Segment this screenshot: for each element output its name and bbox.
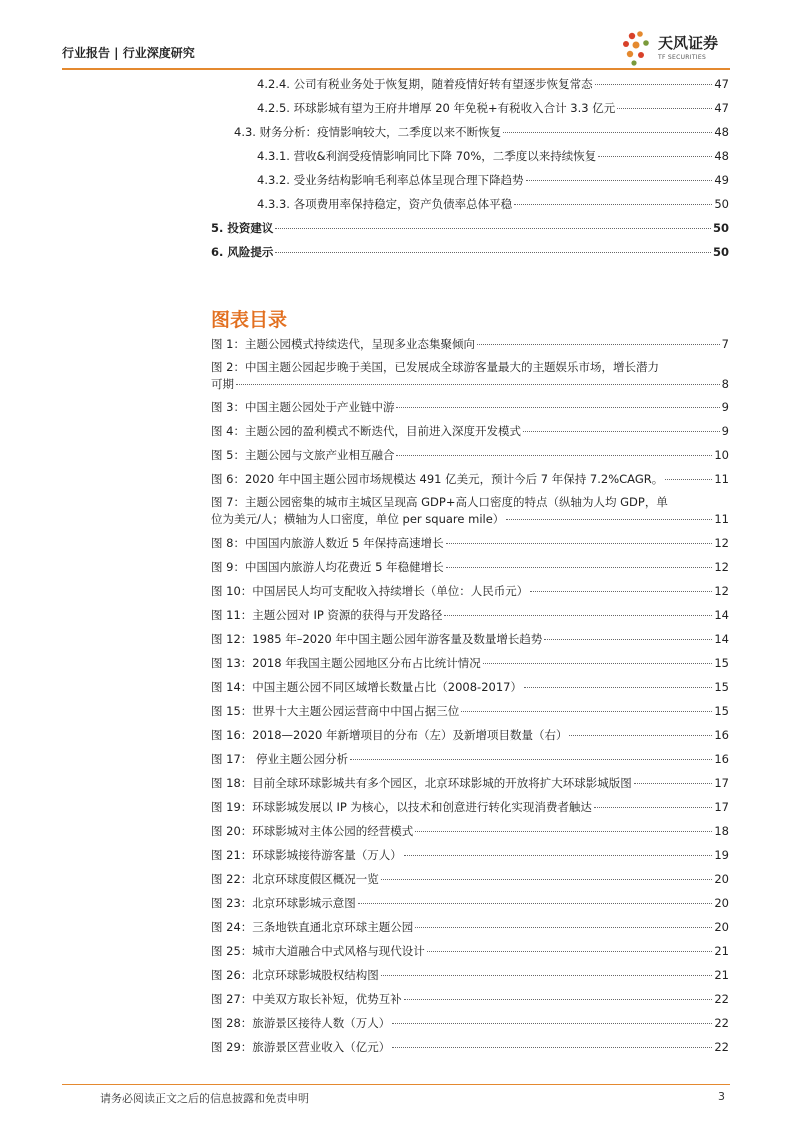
figure-entry[interactable]: 图 28：旅游景区接待人数（万人） 22 — [211, 1016, 729, 1030]
figure-entry[interactable]: 图 23：北京环球影城示意图 20 — [211, 896, 729, 910]
toc-entry[interactable]: 5. 投资建议 50 — [211, 221, 729, 235]
toc-entry[interactable]: 4.2.5. 环球影城有望为王府井增厚 20 年免税+有税收入合计 3.3 亿元 47 — [257, 101, 729, 115]
figure-entry[interactable]: 图 14：中国主题公园不同区域增长数量占比（2008-2017） 15 — [211, 680, 729, 694]
figure-entry[interactable]: 图 4：主题公园的盈利模式不断迭代，目前进入深度开发模式 9 — [211, 424, 729, 438]
toc-entry[interactable]: 4.3. 财务分析：疫情影响较大，二季度以来不断恢复 48 — [234, 125, 729, 139]
report-category: 行业报告 | 行业深度研究 — [62, 46, 195, 60]
figure-entry[interactable]: 图 10：中国居民人均可支配收入持续增长（单位：人民币元） 12 — [211, 584, 729, 598]
figures-list-title: 图表目录 — [211, 309, 288, 331]
figure-entry[interactable]: 图 20：环球影城对主体公园的经营模式 18 — [211, 824, 729, 838]
figure-entry[interactable]: 图 15：世界十大主题公园运营商中中国占据三位 15 — [211, 704, 729, 718]
figure-entry[interactable]: 图 13：2018 年我国主题公园地区分布占比统计情况 15 — [211, 656, 729, 670]
figure-entry[interactable]: 图 6：2020 年中国主题公园市场规模达 491 亿美元，预计今后 7 年保持 7.2%CAGR。 11 — [211, 472, 729, 486]
toc-entry[interactable]: 6. 风险提示 50 — [211, 245, 729, 259]
footer-disclaimer: 请务必阅读正文之后的信息披露和免责申明 — [100, 1092, 309, 1105]
figure-entry[interactable]: 图 19：环球影城发展以 IP 为核心，以技术和创意进行转化实现消费者触达 17 — [211, 800, 729, 814]
figure-entry[interactable]: 图 27：中美双方取长补短，优势互补 22 — [211, 992, 729, 1006]
toc-entry[interactable]: 4.3.3. 各项费用率保持稳定，资产负债率总体平稳 50 — [257, 197, 729, 211]
footer-divider — [62, 1084, 730, 1085]
figure-entry[interactable]: 图 9：中国国内旅游人均花费近 5 年稳健增长 12 — [211, 560, 729, 574]
figure-entry[interactable]: 图 1：主题公园模式持续迭代，呈现多业态集聚倾向 7 — [211, 337, 729, 351]
figure-entry[interactable]: 图 11：主题公园对 IP 资源的获得与开发路径 14 — [211, 608, 729, 622]
figure-entry[interactable]: 图 8：中国国内旅游人数近 5 年保持高速增长 12 — [211, 536, 729, 550]
logo-subtitle: TF SECURITIES — [658, 54, 707, 61]
figure-entry[interactable]: 图 3：中国主题公园处于产业链中游 9 — [211, 400, 729, 414]
toc-entry[interactable]: 4.3.1. 营收&利润受疫情影响同比下降 70%，二季度以来持续恢复 48 — [257, 149, 729, 163]
toc-entry[interactable]: 4.2.4. 公司有税业务处于恢复期，随着疫情好转有望逐步恢复常态 47 — [257, 77, 729, 91]
figure-entry[interactable]: 图 12：1985 年–2020 年中国主题公园年游客量及数量增长趋势 14 — [211, 632, 729, 646]
figure-entry[interactable]: 图 24：三条地铁直通北京环球主题公园 20 — [211, 920, 729, 934]
figure-entry[interactable]: 图 22：北京环球度假区概况一览 20 — [211, 872, 729, 886]
figure-entry[interactable]: 图 16：2018—2020 年新增项目的分布（左）及新增项目数量（右） 16 — [211, 728, 729, 742]
figure-entry[interactable]: 图 7：主题公园密集的城市主城区呈现高 GDP+高人口密度的特点（纵轴为人均 GDP，单 位为美元/人；横轴为人口密度，单位 per square mile） 11 — [211, 495, 729, 526]
figure-entry[interactable]: 图 17： 停业主题公园分析 16 — [211, 752, 729, 766]
page-number: 3 — [718, 1090, 725, 1103]
logo-wordmark: 天风证券 — [658, 34, 719, 52]
figure-entry[interactable]: 图 29：旅游景区营业收入（亿元） 22 — [211, 1040, 729, 1054]
figure-entry[interactable]: 图 18：目前全球环球影城共有多个园区，北京环球影城的开放将扩大环球影城版图 17 — [211, 776, 729, 790]
header-divider — [62, 68, 730, 70]
figure-entry[interactable]: 图 26：北京环球影城股权结构图 21 — [211, 968, 729, 982]
figure-entry[interactable]: 图 5：主题公园与文旅产业相互融合 10 — [211, 448, 729, 462]
figure-entry[interactable]: 图 25：城市大道融合中式风格与现代设计 21 — [211, 944, 729, 958]
figure-entry[interactable]: 图 2：中国主题公园起步晚于美国，已发展成全球游客量最大的主题娱乐市场，增长潜力 可期 8 — [211, 360, 729, 391]
figure-entry[interactable]: 图 21：环球影城接待游客量（万人） 19 — [211, 848, 729, 862]
toc-entry[interactable]: 4.3.2. 受业务结构影响毛利率总体呈现合理下降趋势 49 — [257, 173, 729, 187]
